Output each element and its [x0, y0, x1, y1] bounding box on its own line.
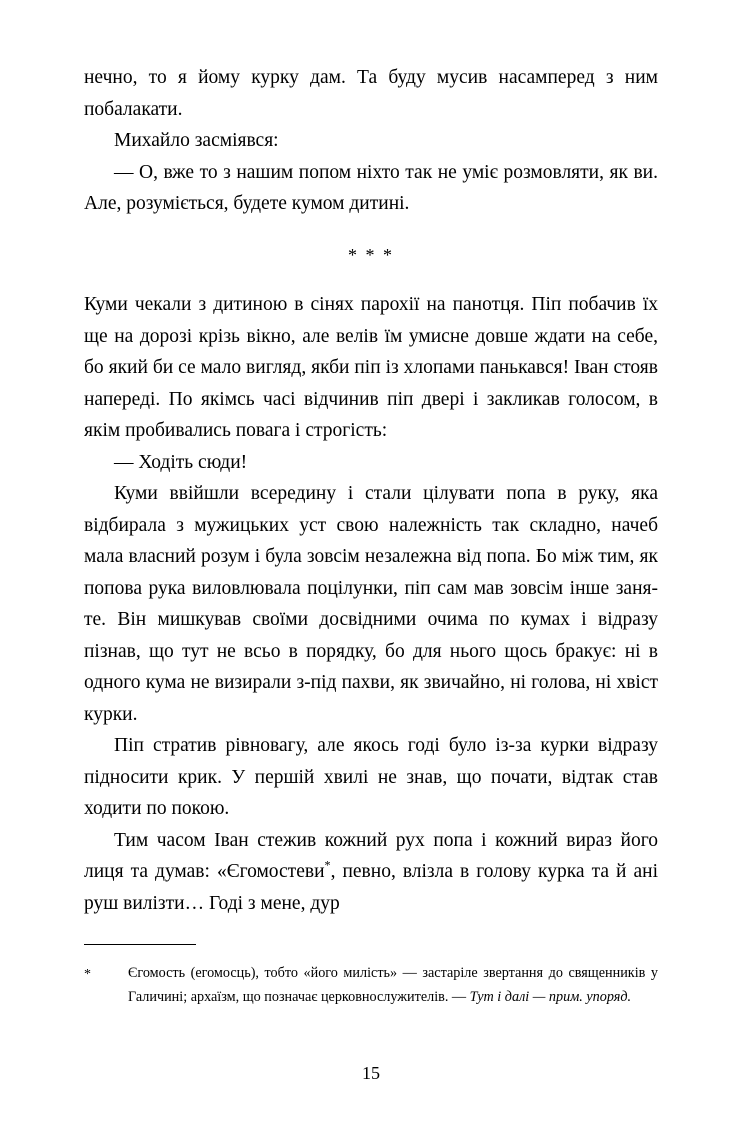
paragraph: — О, вже то з нашим попом ніхто так не уміє розмовляти, як ви. Але, розуміється, будете кумом дитині.	[84, 161, 658, 214]
paragraph-text-after-footnote: , певно, влізла в голову курка та й ані руш вилізти… Годі з мене, дур	[84, 861, 659, 914]
paragraph-with-footnote-ref	[84, 825, 658, 920]
paragraph: нечно, то я йому курку дам. Та буду мусив насамперед з ним побалакати.	[84, 67, 658, 120]
page-number: 15	[362, 1063, 380, 1083]
paragraph: Куми ввійшли всередину і стали цілувати попа в руку, яка відбирала з мужицьких уст свою належність так складно, начеб мала власний розум і була зовсім незалежна від попа. Бо між тим, як попова рука виловлювала поцілунки, піп сам мав зовсім інше заняте. Він мишкував своїми досвідними очима по кумах і відразу пізнав, що тут не всьо в порядку, бо для нього щось бракує: ні в одного кума не визирали з-під пахви, як звичайно, ні голова, ні хвіст курки.	[84, 483, 658, 725]
footnote-separator-rule	[84, 944, 196, 945]
paragraph-text-before-footnote: Тим часом Іван стежив кожний рух попа і кожний вираз його лиця та думав: «Єгомостеви	[84, 829, 658, 882]
paragraph: — Ходіть сюди!	[114, 451, 248, 473]
section-divider: * * *	[348, 244, 394, 265]
footnote-text: Єгомость (егомосць), тобто «його милість» — застаріле звертання до священників у Галичині; архаїзм, що позначає церковнослужителів. —	[128, 965, 658, 1005]
footnote-reference-marker[interactable]: *	[324, 858, 331, 873]
footnote-entry	[84, 961, 658, 1009]
paragraph: Михайло засміявся:	[114, 130, 279, 151]
footnote-attribution: Тут і далі — прим. упоряд.	[469, 989, 632, 1005]
paragraph: Куми чекали з дитиною в сінях парохії на панотця. Піп побачив їх ще на дорозі крізь вікно, але велів їм умисне довше ждати на себе, бо який би се мало вигляд, якби піп із хлопами панькався! Іван стояв напереді. По якімсь часі відчинив піп двері і закликав голосом, в якім пробивались повага і строгість:	[84, 294, 658, 441]
paragraph: Піп стратив рівновагу, але якось годі було із-за курки відразу підносити крик. У першій хвилі не знав, що почати, відтак став ходити по покою.	[84, 735, 658, 819]
page-body	[84, 62, 658, 919]
footnote-marker: *	[84, 967, 91, 982]
footnote-area	[84, 944, 658, 1009]
